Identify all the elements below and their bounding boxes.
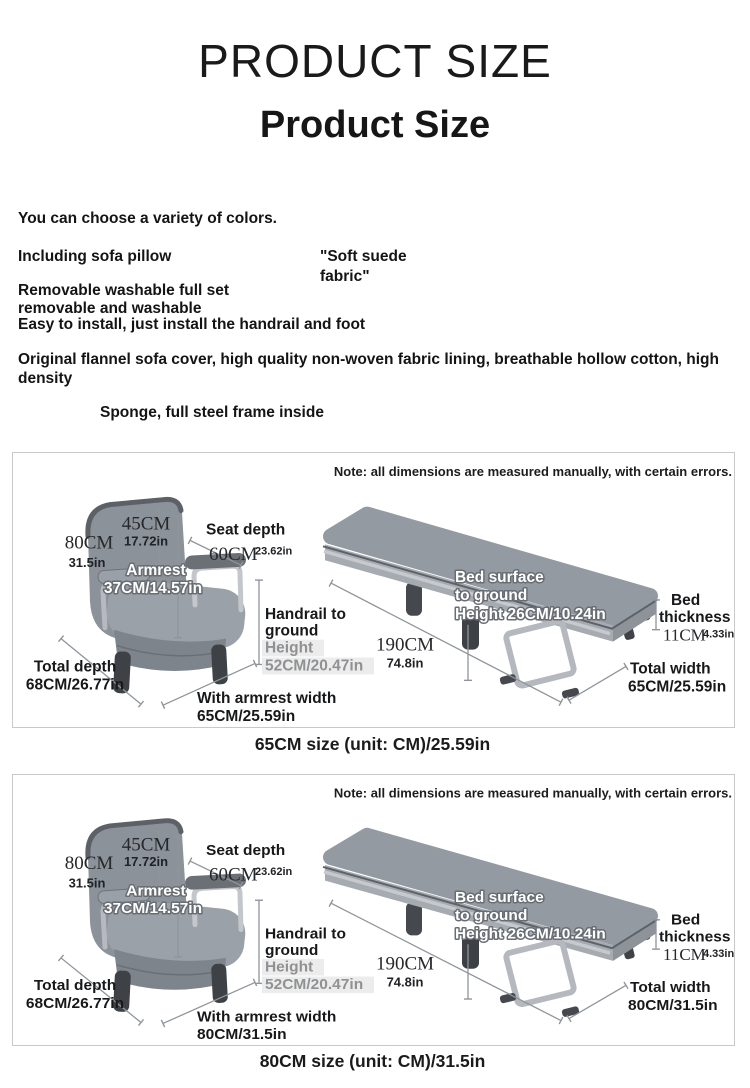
description-pillow: Including sofa pillow	[18, 248, 172, 265]
bed-surface-label-line1: Bed surface	[455, 569, 544, 587]
chair-seat-depth-in: 23.62in	[254, 865, 293, 878]
chair-armrest-label: Armrest	[126, 882, 186, 900]
bed-length-cm: 190CM	[375, 634, 435, 656]
panel-note: Note: all dimensions are measured manually, with certain errors.	[333, 785, 732, 801]
chair-armrest-value: 37CM/14.57in	[103, 580, 203, 597]
chair-total-depth-label: Total depth	[33, 658, 117, 676]
bed-surface-label-line1: Bed surface	[454, 889, 544, 907]
chair-height-cm: 80CM	[64, 532, 114, 554]
bed-surface-height-value: Height 26CM/10.24in	[454, 925, 606, 943]
chair-seat-depth-cm: 60CM	[208, 864, 258, 886]
bed-length-in: 74.8in	[386, 974, 424, 990]
panel-caption-65cm: 65CM size (unit: CM)/25.59in	[254, 734, 491, 754]
description-colors: You can choose a variety of colors.	[18, 210, 277, 227]
bed-thickness-in: 4.33in	[702, 948, 734, 960]
size-panel-80cm	[12, 774, 735, 1046]
chair-total-depth-label: Total depth	[33, 977, 117, 995]
bed-thickness-cm: 11CM	[663, 945, 706, 964]
bed-thickness-label-line1: Bed	[671, 591, 701, 609]
chair-height-in: 31.5in	[68, 555, 106, 571]
chair-handrail-height-label: Height	[265, 958, 314, 976]
description-washable-line2: removable and washable	[18, 300, 202, 317]
bed-total-width-value: 65CM/25.59in	[628, 678, 727, 696]
chair-armrest-width-label: With armrest width	[197, 690, 337, 708]
bed-thickness-label-line2: thickness	[658, 928, 731, 946]
chair-seat-depth-in: 23.62in	[255, 545, 293, 558]
bed-thickness-label-line2: thickness	[659, 608, 731, 626]
size-panel-65cm	[12, 452, 735, 728]
chair-seat-depth-cm: 60CM	[209, 544, 258, 566]
chair-handrail-label-line2: ground	[265, 622, 319, 640]
bed-length-cm: 190CM	[375, 953, 435, 975]
chair-total-depth-value: 68CM/26.77in	[25, 676, 125, 694]
bed-thickness-label-line1: Bed	[671, 911, 701, 929]
chair-armrest-width-value: 80CM/31.5in	[196, 1026, 287, 1044]
chair-seat-depth-label: Seat depth	[205, 842, 286, 860]
chair-armrest-value: 37CM/14.57in	[103, 900, 203, 917]
bed-total-width-value: 80CM/31.5in	[627, 996, 718, 1014]
chair-handrail-height-value: 52CM/20.47in	[265, 657, 364, 675]
panel-note: Note: all dimensions are measured manually, with certain errors.	[333, 463, 732, 479]
bed-thickness-in: 4.33in	[703, 628, 734, 641]
description-install: Easy to install, just install the handrail and foot	[18, 316, 366, 333]
bed-surface-height-value: Height 26CM/10.24in	[455, 605, 606, 623]
chair-handrail-label-line1: Handrail to	[265, 925, 346, 943]
chair-handrail-label-line1: Handrail to	[265, 605, 346, 623]
chair-height-in: 31.5in	[68, 875, 106, 891]
bed-thickness-cm: 11CM	[663, 625, 706, 645]
bed-surface-label-line2: to ground	[454, 906, 528, 924]
page-subtitle: Product Size	[259, 104, 491, 146]
page-title: PRODUCT SIZE	[198, 35, 552, 87]
description-fabric-quote-line2: fabric"	[320, 268, 370, 285]
chair-handrail-label-line2: ground	[265, 942, 319, 959]
chair-total-depth-value: 68CM/26.77in	[25, 994, 125, 1012]
description-washable-line1: Removable washable full set	[18, 282, 230, 299]
size-diagram-65cm	[13, 453, 734, 727]
bed-total-width-label: Total width	[630, 660, 711, 678]
chair-back-cm: 45CM	[121, 834, 171, 856]
chair-back-in: 17.72in	[123, 533, 169, 549]
description-material-line2: density	[18, 370, 73, 387]
bed-surface-label-line2: to ground	[455, 586, 528, 604]
chair-armrest-label: Armrest	[126, 562, 186, 580]
description-fabric-quote-line1: "Soft suede	[320, 248, 407, 265]
bed-total-width-label: Total width	[629, 979, 711, 997]
chair-back-in: 17.72in	[123, 854, 169, 869]
description-frame: Sponge, full steel frame inside	[100, 404, 324, 421]
chair-armrest-width-value: 65CM/25.59in	[197, 708, 296, 726]
panel-caption-80cm: 80CM size (unit: CM)/31.5in	[259, 1051, 486, 1071]
size-diagram-80cm	[13, 775, 734, 1045]
chair-handrail-height-value: 52CM/20.47in	[265, 976, 364, 994]
chair-height-cm: 80CM	[64, 853, 114, 874]
chair-seat-depth-label: Seat depth	[206, 521, 286, 539]
description-material-line1: Original flannel sofa cover, high quality non-woven fabric lining, breathable hollow cotton, high	[18, 351, 719, 368]
bed-length-in: 74.8in	[386, 655, 424, 671]
chair-armrest-width-label: With armrest width	[196, 1008, 337, 1026]
chair-back-cm: 45CM	[121, 513, 171, 535]
chair-handrail-height-label: Height	[265, 639, 314, 657]
